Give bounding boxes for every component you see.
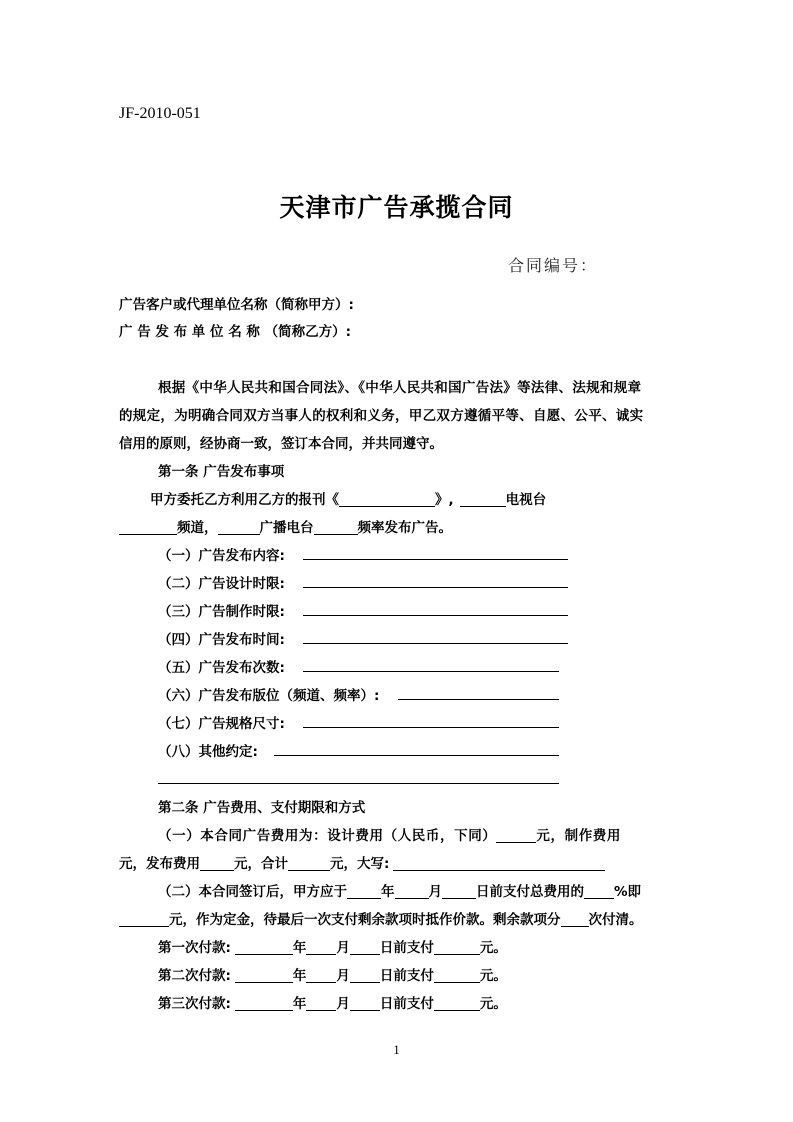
blank-year[interactable] <box>235 995 293 1011</box>
item-6-label: （六）广告发布版位（频道、频率）: <box>158 688 380 704</box>
payment-row-3 <box>158 992 507 1012</box>
text: 元。 <box>479 968 507 984</box>
item-8-line[interactable] <box>274 755 559 756</box>
blank-radio-station[interactable] <box>218 519 260 535</box>
text: （二）本合同签订后，甲方应于 <box>158 884 347 900</box>
item-2-label: （二）广告设计时限: <box>158 576 285 592</box>
blank-day[interactable] <box>350 967 380 983</box>
text: 元，合计 <box>234 856 288 872</box>
item-4-line[interactable] <box>303 643 568 644</box>
party-b-label: 广 告 发 布 单 位 名 称 （简称乙方）: <box>119 324 351 340</box>
blank-deposit-month[interactable] <box>395 883 429 899</box>
item-5-label: （五）广告发布次数: <box>158 660 285 676</box>
blank-amount[interactable] <box>434 995 480 1011</box>
item-7-line[interactable] <box>303 727 559 728</box>
item-1-label: （一）广告发布内容: <box>158 548 285 564</box>
item-5-line[interactable] <box>303 671 559 672</box>
text: 年 <box>292 996 307 1012</box>
item-4-label: （四）广告发布时间: <box>158 632 285 648</box>
text: 元。 <box>479 940 507 956</box>
item-7-label: （七）广告规格尺寸: <box>158 716 285 732</box>
article-2-para-2 <box>119 852 605 872</box>
item-3-label: （三）广告制作时限: <box>158 604 285 620</box>
blank-newspaper[interactable] <box>339 491 435 507</box>
blank-total-capital[interactable] <box>393 855 605 871</box>
text: 月 <box>428 884 442 900</box>
blank-publish-fee[interactable] <box>200 855 234 871</box>
blank-deposit-day[interactable] <box>442 883 476 899</box>
item-2-line[interactable] <box>303 587 568 588</box>
text: 元，发布费用 <box>119 856 200 872</box>
blank-amount[interactable] <box>434 939 480 955</box>
text: 年 <box>292 968 307 984</box>
preamble-line-2: 的规定，为明确合同双方当事人的权利和义务，甲乙双方遵循平等、自愿、公平、诚实 <box>119 408 644 424</box>
blank-installments[interactable] <box>561 911 589 927</box>
blank-total[interactable] <box>288 855 330 871</box>
blank-month[interactable] <box>306 967 336 983</box>
blank-deposit-year[interactable] <box>347 883 381 899</box>
item-3-line[interactable] <box>303 615 568 616</box>
blank-tv-station[interactable] <box>460 491 506 507</box>
item-6-line[interactable] <box>398 699 559 700</box>
article-1-heading: 第一条 广告发布事项 <box>158 464 285 480</box>
text: 元，大写: <box>330 856 390 872</box>
payment-label: 第一次付款: <box>158 940 231 956</box>
text: 元。 <box>479 996 507 1012</box>
blank-tv-channel[interactable] <box>119 519 177 535</box>
text: 频率发布广告。 <box>357 520 452 536</box>
text: 》, <box>435 492 454 508</box>
blank-radio-frequency[interactable] <box>314 519 358 535</box>
blank-amount[interactable] <box>434 967 480 983</box>
item-8-label: （八）其他约定: <box>158 744 258 760</box>
text: 元，作为定金，待最后一次支付剩余款项时抵作价款。剩余款项分 <box>169 912 561 928</box>
text: 日前支付 <box>379 996 434 1012</box>
text: 电视台 <box>505 492 547 508</box>
text: 日前支付 <box>379 940 434 956</box>
text: （一）本合同广告费用为：设计费用（人民币，下同） <box>158 828 497 844</box>
blank-design-fee[interactable] <box>496 827 536 843</box>
payment-row-1 <box>158 936 507 956</box>
text: 年 <box>292 940 307 956</box>
text: 元，制作费用 <box>536 828 622 844</box>
page-number: 1 <box>393 1042 400 1057</box>
payment-label: 第二次付款: <box>158 968 231 984</box>
blank-month[interactable] <box>306 939 336 955</box>
preamble-line-1: 根据《中华人民共和国合同法》、《中华人民共和国广告法》等法律、法规和规章 <box>158 380 642 396</box>
blank-day[interactable] <box>350 995 380 1011</box>
contract-number-label: 合同编号： <box>508 256 599 275</box>
blank-month[interactable] <box>306 995 336 1011</box>
page-title: 天津市广告承揽合同 <box>279 193 514 222</box>
text: 月 <box>336 968 350 984</box>
doc-code: JF-2010-051 <box>119 105 201 122</box>
text: 广播电台 <box>259 520 314 536</box>
item-8-extra-line[interactable] <box>158 783 559 784</box>
text: 频道， <box>177 520 218 536</box>
text: 日前支付 <box>379 968 434 984</box>
text: 月 <box>336 940 350 956</box>
preamble-line-3: 信用的原则，经协商一致，签订本合同，并共同遵守。 <box>119 436 443 452</box>
article-1-para-1 <box>150 488 546 508</box>
payment-row-2 <box>158 964 507 984</box>
text: 年 <box>381 884 395 900</box>
blank-day[interactable] <box>350 939 380 955</box>
text: %即 <box>614 884 642 900</box>
text: 甲方委托乙方利用乙方的报刊《 <box>150 492 339 508</box>
blank-deposit-amount[interactable] <box>119 911 169 927</box>
article-2-para-4 <box>119 908 643 928</box>
text: 月 <box>336 996 350 1012</box>
article-2-para-1 <box>158 824 621 844</box>
party-a-label: 广告客户或代理单位名称（简称甲方）: <box>119 297 354 313</box>
text: 日前支付总费用的 <box>476 884 584 900</box>
article-1-para-2 <box>119 516 452 536</box>
blank-deposit-percent[interactable] <box>584 883 614 899</box>
text: 次付清。 <box>588 912 643 928</box>
blank-year[interactable] <box>235 939 293 955</box>
article-2-para-3 <box>158 880 641 900</box>
item-1-line[interactable] <box>303 559 568 560</box>
blank-year[interactable] <box>235 967 293 983</box>
article-2-heading: 第二条 广告费用、支付期限和方式 <box>158 800 366 816</box>
payment-label: 第三次付款: <box>158 996 231 1012</box>
